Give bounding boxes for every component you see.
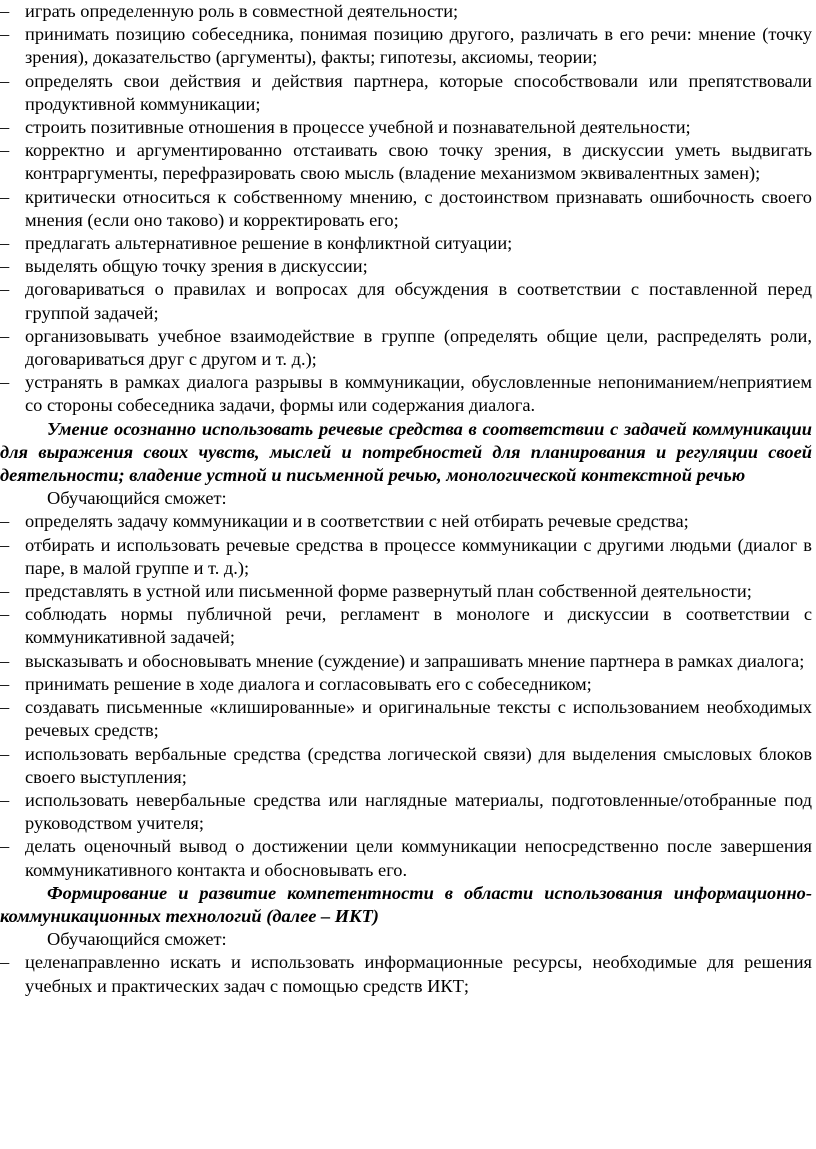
- list-item-text: высказывать и обосновывать мнение (суждение) и запрашивать мнение партнера в рамках диалога;: [25, 650, 805, 671]
- list-item: [0, 673, 812, 696]
- ict-skills-list: [0, 951, 812, 997]
- section-heading-ict: Формирование и развитие компетентности в области использования информационно-коммуникационных технологий (далее – ИКТ): [0, 882, 812, 926]
- list-item: [0, 789, 812, 835]
- list-item-text: играть определенную роль в совместной деятельности;: [25, 1, 459, 21]
- list-item-text: предлагать альтернативное решение в конфликтной ситуации;: [25, 233, 513, 254]
- list-item-text: создавать письменные «клишированные» и оригинальные тексты с использованием необходимых речевых средств;: [25, 697, 812, 741]
- list-item-text: принимать позицию собеседника, понимая позицию другого, различать в его речи: мнение (точку зрения), доказательство (аргументы), факты; гипотезы, аксиомы, теории;: [25, 24, 812, 68]
- bullet-dash: –: [0, 650, 10, 671]
- list-item: [0, 835, 812, 881]
- bullet-dash: –: [0, 604, 10, 625]
- bullet-dash: –: [0, 673, 10, 694]
- communication-skills-list: [0, 0, 812, 418]
- section-intro-speech: Обучающийся сможет:: [47, 488, 227, 509]
- bullet-dash: –: [0, 256, 10, 277]
- list-item-text: определять задачу коммуникации и в соответствии с ней отбирать речевые средства;: [25, 511, 689, 532]
- list-item: [0, 603, 812, 649]
- list-item-text: целенаправленно искать и использовать информационные ресурсы, необходимые для решения учебных и практических задач с помощью средств ИКТ;: [25, 952, 812, 996]
- bullet-dash: –: [0, 534, 10, 555]
- list-item: [0, 70, 812, 116]
- list-item-text: принимать решение в ходе диалога и согласовывать его с собеседником;: [25, 673, 592, 694]
- list-item-text: корректно и аргументированно отстаивать свою точку зрения, в дискуссии уметь выдвигать контраргументы, перефразировать свою мысль (владение механизмом эквивалентных замен);: [25, 140, 812, 184]
- bullet-dash: –: [0, 581, 10, 602]
- bullet-dash: –: [0, 70, 10, 91]
- list-item: [0, 371, 812, 417]
- list-item-text: строить позитивные отношения в процессе учебной и познавательной деятельности;: [25, 117, 691, 138]
- section-intro-ict: Обучающийся сможет:: [47, 929, 227, 950]
- list-item-text: представлять в устной или письменной форме развернутый план собственной деятельности;: [25, 581, 752, 602]
- list-item-text: выделять общую точку зрения в дискуссии;: [25, 256, 368, 277]
- bullet-dash: –: [0, 511, 10, 532]
- list-item-text: использовать вербальные средства (средства логической связи) для выделения смысловых блоков своего выступления;: [25, 743, 812, 787]
- list-item: [0, 650, 812, 673]
- list-item: [0, 580, 812, 603]
- bullet-dash: –: [0, 836, 10, 857]
- list-item: [0, 278, 812, 324]
- list-item: [0, 696, 812, 742]
- bullet-dash: –: [0, 1, 10, 21]
- list-item-text: организовывать учебное взаимодействие в группе (определять общие цели, распределять роли, договариваться друг с другом и т. д.);: [25, 325, 812, 370]
- list-item-text: устранять в рамках диалога разрывы в коммуникации, обусловленные непониманием/неприятием со стороны собеседника задачи, формы или содержания диалога.: [25, 372, 812, 416]
- list-item: [0, 743, 812, 789]
- list-item-text: использовать невербальные средства или наглядные материалы, подготовленные/отобранные под руководством учителя;: [25, 789, 812, 834]
- list-item: [0, 951, 812, 997]
- list-item-text: определять свои действия и действия партнера, которые способствовали или препятствовали продуктивной коммуникации;: [25, 70, 812, 114]
- bullet-dash: –: [0, 186, 10, 207]
- list-item: [0, 116, 812, 139]
- speech-skills-list: [0, 510, 812, 881]
- list-item: [0, 510, 812, 533]
- list-item-text: делать оценочный вывод о достижении цели коммуникации непосредственно после завершения коммуникативного контакта и обосновывать его.: [25, 836, 812, 880]
- list-item: [0, 0, 812, 23]
- list-item: [0, 325, 812, 371]
- bullet-dash: –: [0, 697, 10, 718]
- bullet-dash: –: [0, 24, 10, 45]
- bullet-dash: –: [0, 372, 10, 393]
- list-item: [0, 232, 812, 255]
- list-item: [0, 255, 812, 278]
- list-item: [0, 534, 812, 580]
- list-item-text: критически относиться к собственному мнению, с достоинством признавать ошибочность своего мнения (если оно таково) и корректировать его;: [25, 186, 812, 230]
- list-item: [0, 186, 812, 232]
- bullet-dash: –: [0, 140, 10, 161]
- list-item-text: отбирать и использовать речевые средства в процессе коммуникации с другими людьми (диалог в паре, в малой группе и т. д.);: [25, 534, 812, 578]
- bullet-dash: –: [0, 325, 10, 346]
- bullet-dash: –: [0, 233, 10, 254]
- section-heading-speech: Умение осознанно использовать речевые средства в соответствии с задачей коммуникации для выражения своих чувств, мыслей и потребностей для планирования и регуляции своей деятельности; владение устной и письменной речью, монологической контекстной речью: [0, 418, 812, 486]
- bullet-dash: –: [0, 789, 10, 810]
- bullet-dash: –: [0, 279, 10, 300]
- list-item: [0, 139, 812, 185]
- list-item-text: договариваться о правилах и вопросах для обсуждения в соответствии с поставленной перед группой задачей;: [25, 279, 812, 323]
- bullet-dash: –: [0, 743, 10, 764]
- bullet-dash: –: [0, 117, 10, 138]
- list-item-text: соблюдать нормы публичной речи, регламент в монологе и дискуссии в соответствии с коммуникативной задачей;: [25, 604, 812, 648]
- list-item: [0, 23, 812, 69]
- bullet-dash: –: [0, 952, 10, 973]
